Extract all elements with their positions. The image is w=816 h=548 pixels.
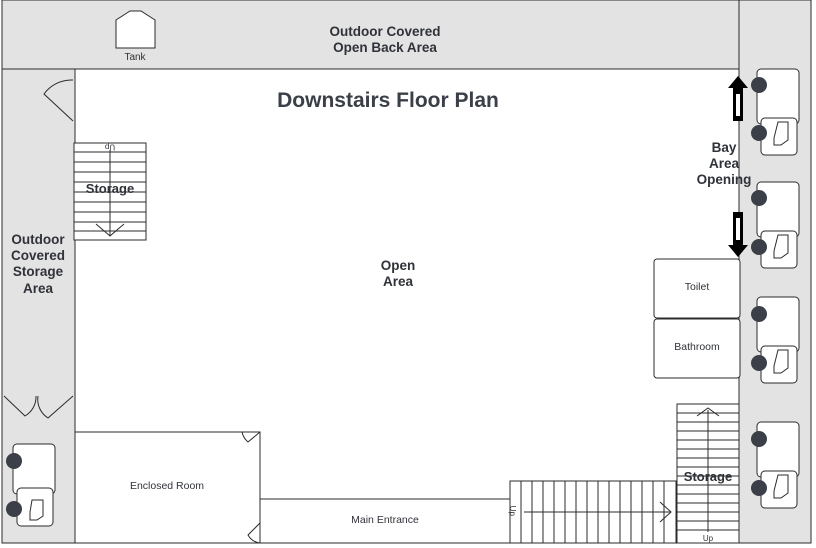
page-title: Downstairs Floor Plan: [277, 89, 499, 112]
tank-label: Tank: [124, 52, 146, 63]
bathroom-label: Bathroom: [674, 341, 720, 353]
car-icon: [751, 422, 799, 508]
enclosed-room-label: Enclosed Room: [129, 480, 205, 492]
storage-bottom-label: Storage: [683, 469, 733, 484]
open-area-label: Open Area: [380, 258, 416, 290]
bay-opening-label: Bay Area Opening: [696, 140, 752, 188]
car-icon: [6, 444, 55, 526]
outdoor-storage-label: Outdoor Covered Storage Area: [10, 232, 66, 296]
car-icon: [751, 297, 799, 383]
storage-top-label: Storage: [85, 181, 135, 196]
stairs-bottom-right-label: Up: [702, 534, 714, 543]
tank-icon: [116, 11, 155, 48]
stairs-top-label: Up: [104, 142, 116, 152]
main-entrance-label: Main Entrance: [351, 514, 419, 526]
stairs-entrance-label: Up: [507, 505, 517, 516]
stair-icon: [510, 481, 676, 543]
outdoor-back-area-label: Outdoor Covered Open Back Area: [329, 24, 441, 56]
toilet-label: Toilet: [684, 281, 710, 293]
